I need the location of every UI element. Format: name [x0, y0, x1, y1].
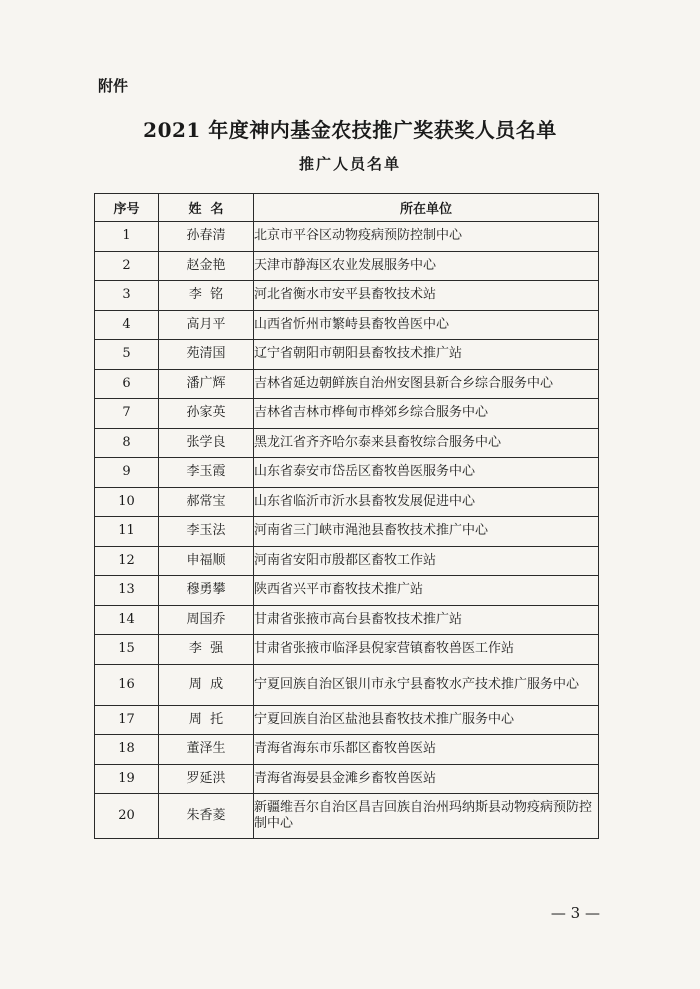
row-number: 14 [95, 605, 159, 635]
table-row [95, 340, 599, 370]
work-unit: 宁夏回族自治区盐池县畜牧技术推广服务中心 [254, 705, 599, 735]
work-unit: 青海省海晏县金滩乡畜牧兽医站 [254, 764, 599, 794]
work-unit: 河北省衡水市安平县畜牧技术站 [254, 281, 599, 311]
table-row [95, 458, 599, 488]
table-row [95, 222, 599, 252]
work-unit: 天津市静海区农业发展服务中心 [254, 251, 599, 281]
table-row [95, 664, 599, 705]
table-row [95, 546, 599, 576]
row-number: 13 [95, 576, 159, 606]
table-row [95, 635, 599, 665]
person-name: 张学良 [159, 428, 254, 458]
row-number: 2 [95, 251, 159, 281]
work-unit: 北京市平谷区动物疫病预防控制中心 [254, 222, 599, 252]
work-unit: 甘肃省张掖市临泽县倪家营镇畜牧兽医工作站 [254, 635, 599, 665]
work-unit: 吉林省延边朝鲜族自治州安图县新合乡综合服务中心 [254, 369, 599, 399]
person-name: 周 托 [159, 705, 254, 735]
work-unit: 新疆维吾尔自治区昌吉回族自治州玛纳斯县动物疫病预防控制中心 [254, 794, 599, 839]
person-name: 周 成 [159, 664, 254, 705]
row-number: 10 [95, 487, 159, 517]
person-name: 周国乔 [159, 605, 254, 635]
work-unit: 黑龙江省齐齐哈尔泰来县畜牧综合服务中心 [254, 428, 599, 458]
row-number: 16 [95, 664, 159, 705]
person-name: 董泽生 [159, 735, 254, 765]
table-row [95, 705, 599, 735]
work-unit: 甘肃省张掖市高台县畜牧技术推广站 [254, 605, 599, 635]
work-unit: 河南省安阳市殷都区畜牧工作站 [254, 546, 599, 576]
work-unit: 陕西省兴平市畜牧技术推广站 [254, 576, 599, 606]
row-number: 20 [95, 794, 159, 839]
person-name: 李玉法 [159, 517, 254, 547]
work-unit: 宁夏回族自治区银川市永宁县畜牧水产技术推广服务中心 [254, 664, 599, 705]
row-number: 19 [95, 764, 159, 794]
person-name: 赵金艳 [159, 251, 254, 281]
table-row [95, 399, 599, 429]
column-header-no: 序号 [95, 194, 159, 222]
work-unit: 山东省泰安市岱岳区畜牧兽医服务中心 [254, 458, 599, 488]
row-number: 15 [95, 635, 159, 665]
person-name: 朱香菱 [159, 794, 254, 839]
work-unit: 山东省临沂市沂水县畜牧发展促进中心 [254, 487, 599, 517]
person-name: 苑清国 [159, 340, 254, 370]
person-name: 罗延洪 [159, 764, 254, 794]
person-name: 李 铭 [159, 281, 254, 311]
person-name: 孙春清 [159, 222, 254, 252]
person-name: 高月平 [159, 310, 254, 340]
row-number: 6 [95, 369, 159, 399]
work-unit: 河南省三门峡市渑池县畜牧技术推广中心 [254, 517, 599, 547]
table-row [95, 764, 599, 794]
row-number: 18 [95, 735, 159, 765]
row-number: 9 [95, 458, 159, 488]
person-name: 孙家英 [159, 399, 254, 429]
row-number: 7 [95, 399, 159, 429]
awardee-table [94, 193, 599, 839]
work-unit: 吉林省吉林市桦甸市桦郊乡综合服务中心 [254, 399, 599, 429]
row-number: 5 [95, 340, 159, 370]
table-row [95, 794, 599, 839]
column-header-name: 姓 名 [159, 194, 254, 222]
person-name: 李 强 [159, 635, 254, 665]
table-row [95, 487, 599, 517]
table-row [95, 605, 599, 635]
person-name: 郝常宝 [159, 487, 254, 517]
row-number: 3 [95, 281, 159, 311]
row-number: 4 [95, 310, 159, 340]
work-unit: 辽宁省朝阳市朝阳县畜牧技术推广站 [254, 340, 599, 370]
attachment-label: 附件 [98, 77, 129, 95]
column-header-unit: 所在单位 [254, 194, 599, 222]
table-body [95, 222, 599, 839]
table-row [95, 310, 599, 340]
document-subtitle: 推广人员名单 [298, 155, 401, 173]
document-title: 2021 年度神内基金农技推广奖获奖人员名单 [143, 118, 557, 142]
person-name: 潘广辉 [159, 369, 254, 399]
table-row [95, 576, 599, 606]
table-header-row [95, 194, 599, 222]
table-row [95, 735, 599, 765]
row-number: 12 [95, 546, 159, 576]
row-number: 11 [95, 517, 159, 547]
person-name: 李玉霞 [159, 458, 254, 488]
work-unit: 青海省海东市乐都区畜牧兽医站 [254, 735, 599, 765]
person-name: 申福顺 [159, 546, 254, 576]
table-row [95, 369, 599, 399]
table-row [95, 517, 599, 547]
work-unit: 山西省忻州市繁峙县畜牧兽医中心 [254, 310, 599, 340]
table-row [95, 428, 599, 458]
page-number: — 3 — [550, 904, 600, 922]
table-row [95, 251, 599, 281]
person-name: 穆勇攀 [159, 576, 254, 606]
row-number: 17 [95, 705, 159, 735]
row-number: 8 [95, 428, 159, 458]
row-number: 1 [95, 222, 159, 252]
table-row [95, 281, 599, 311]
